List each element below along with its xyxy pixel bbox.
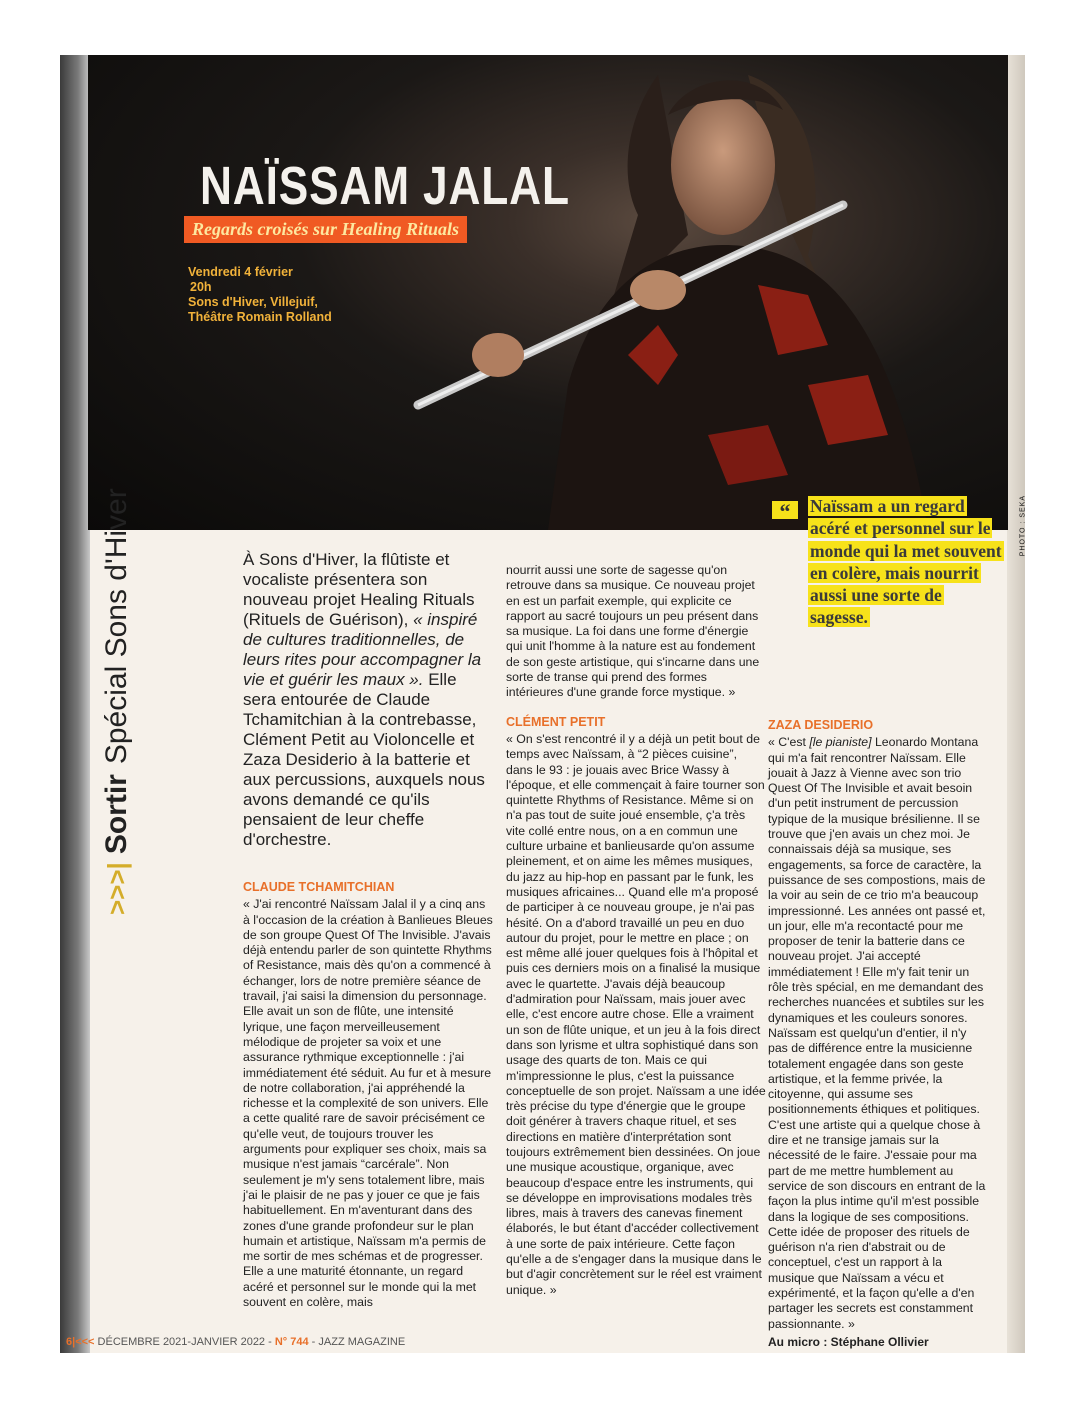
zaza-text-italic: [le pianiste] <box>809 735 872 750</box>
event-venue-line1: Sons d'Hiver, Villejuif, <box>188 295 318 309</box>
magazine-name: - JAZZ MAGAZINE <box>308 1336 406 1348</box>
claude-heading: CLAUDE TCHAMITCHIAN <box>243 880 395 894</box>
pull-quote <box>766 495 1002 680</box>
claude-text: « J'ai rencontré Naïssam Jalal il y a cinq ans à l'occasion de la création à Banlieues Bleues de son groupe Quest Of The Invisible. J'avais déjà entendu parler de son quintette Rhythms of Resistance, mais dès qu'on a commencé à échanger, lors de notre première séance de travail, j'ai saisi la dimension du personnage. Elle avait un son de flûte, une intensité lyrique, une façon merveilleusement mélodique de projeter sa voix et une assurance rythmique exceptionnelle : j'ai immédiatement été séduit. Au fur et à mesure de notre collaboration, j'ai appréhendé la richesse et la complexité de son univers. Elle a cette qualité rare de savoir précisément ce qu'elle veut, de toujours trouver les arguments pour expliquer ses choix, mais sa musique n'est jamais “carcérale”. Non seulement je m'y sens totalement libre, mais j'ai le plaisir de ne pas y jouer ce que je fais habituellement. En m'aventurant dans des zones d'une grande profondeur sur le plan humain et artistique, Naïssam m'a permis de me sortir de mes schémas et de progresser. Elle a une maturité étonnante, un regard acéré et personnel sur le monde qui la met souvent en colère, mais <box>243 897 493 1310</box>
zaza-text-rest: Leonardo Montana qui m'a fait rencontrer Naïssam. Elle jouait à Jazz à Vienne avec son trio Quest Of The Invisible et avait besoin d'un petit instrument de percussion typique de la musique brésilienne. Il se trouve que j'en avais un chez moi. Je connaissais déjà sa musique, ses engagements, sa force de caractère, la puissance de ses compostions, mais de la voir au sein de ce trio m'a beaucoup impressionné. Les années ont passé et, un jour, elle m'a recontacté pour me proposer de tenir la batterie dans ce nouveau projet. J'ai accepté immédiatement ! Elle m'y fait tenir un rôle très spécial, en me demandant des recherches nuancées et subtiles sur les dynamiques et les couleurs sonores. Naïssam est quelqu'un d'entier, il n'y pas de différence entre la musicienne totalement engagée dans son geste artistique, et la femme privée, la citoyenne, qui assume ses positionnements éthiques et politiques. C'est une artiste qui a quelque chose à dire et ne transige jamais sur la nécessité de le faire. J'essaie pour ma part de me mettre humblement au service de son discours en entrant de la façon la plus intime qu'il m'est possible dans la logique de ses compositions. Cette idée de proposer des rituels de guérison n'a rien d'abstrait ou de conceptuel, c'est un rapport à la musique que Naïssam a vécu et expérimenté, et la façon qu'elle a d'en partager les secrets est constamment passionnante. » <box>768 735 986 1331</box>
intro-part1: À Sons d'Hiver, la flûtiste et vocaliste présentera son nouveau projet Healing Rituals (Rituels de Guérison), <box>243 550 475 629</box>
hero-photo <box>88 55 1008 530</box>
flutist-illustration <box>508 55 978 530</box>
event-info <box>188 265 332 325</box>
pull-quote-text: Naïssam a un regard acéré et personnel sur le monde qui la met souvent en colère, mais nourrit aussi une sorte de sagesse. <box>810 496 1002 628</box>
intro-quote: « inspiré de cultures traditionnelles, de leurs rites pour accompagner la vie et guérir les maux ». <box>243 610 482 689</box>
zaza-heading: ZAZA DESIDERIO <box>768 718 874 732</box>
event-date: Vendredi 4 février <box>188 265 293 279</box>
quote-mark-icon: “ <box>772 501 798 519</box>
zaza-text <box>768 735 988 1332</box>
photo-credit: PHOTO : SEKA <box>1019 495 1026 557</box>
claude-block <box>243 880 493 1310</box>
page-number: 6 <box>66 1336 73 1348</box>
section-label-bold: Sortir <box>100 774 133 855</box>
column-2 <box>506 563 766 1298</box>
event-venue-line2: Théâtre Romain Rolland <box>188 310 332 324</box>
zaza-text-start: « C'est <box>768 735 810 750</box>
footer-arrows: |<<< <box>72 1336 95 1348</box>
interview-credit: Au micro : Stéphane Ollivier <box>768 1334 929 1349</box>
column-1 <box>243 550 493 1310</box>
clement-heading: CLÉMENT PETIT <box>506 714 606 729</box>
column-3 <box>768 718 988 1350</box>
claude-text-continued: nourrit aussi une sorte de sagesse qu'on retrouve dans sa musique. Ce nouveau projet en est un parfait exemple, qui explicite ce rapport au sacré toujours un peu présent dans sa musique. La foi dans une forme d'énergie qui unit l'homme à la nature est au fondement de son geste artistique, qui s'incarne dans une sorte de transe qui prend des formes intérieures d'une grande force mystique. » <box>506 563 760 700</box>
left-page-edge <box>60 55 90 1353</box>
article-title: NAÏSSAM JALAL <box>200 156 570 216</box>
section-label <box>100 488 134 915</box>
clement-text: « On s'est rencontré il y a déjà un petit bout de temps avec Naïssam, à “2 pièces cuisine”, dans le 93 : je jouais avec Brice Wassy à l'époque, et elle commençait à faire tourner son quintette Rhythms of Resistance. Même si on n'a pas tout de suite joué ensemble, ç'a très vite collé entre nous, on a en commun une culture urbaine et banlieusarde qu'on assume pleinement, et on aime les mêmes musiques, du jazz au hip-hop en passant par le funk, les musiques africaines... Quand elle m'a proposé de participer à ce nouveau groupe, je n'ai pas hésité. On a d'abord travaillé un peu en duo autour du projet, pour le mettre en place ; on est même allé jouer quelques fois à l'hôpital et puis ces derniers mois on a finalisé la musique avec le quartette. J'avais déjà beaucoup d'admiration pour Naïssam, mais jouer avec elle, c'est encore autre chose. Elle a vraiment un son de flûte unique, et un jeu à la fois direct dans son lyrisme et ultra sophistiqué dans son usage des quarts de ton. Mais ce qui m'impressionne le plus, c'est la puissance conceptuelle de son projet. Naïssam a une idée très précise du type d'énergie que le groupe doit générer à travers chaque rituel, et ses directions en matière d'interprétation sont toujours extrêmement bien dessinées. On joue une musique acoustique, organique, avec beaucoup d'espace entre les instruments, qui se développe en improvisations modales très libres, mais à travers des canevas finement élaborés, le but étant d'accéder collectivement à une sorte de paix intérieure. Cette façon qu'elle a de s'engager dans la musique dans le but d'agir concrètement sur le réel est vraiment unique. » <box>506 731 766 1297</box>
section-arrows: >>>| <box>102 862 132 915</box>
right-page-edge <box>1007 55 1025 1353</box>
intro-paragraph <box>243 550 493 850</box>
section-label-text: Spécial Sons d'Hiver <box>100 488 133 765</box>
article-subtitle: Regards croisés sur Healing Rituals <box>184 216 467 243</box>
intro-part2: Elle sera entourée de Claude Tchamitchian à la contrebasse, Clément Petit au Violoncelle et Zaza Desiderio à la batterie et aux percussions, auxquels nous avons demandé ce qu'ils pensaient de leur cheffe d'orchestre. <box>243 670 485 849</box>
issue-number: N° 744 <box>274 1336 309 1348</box>
page-footer <box>66 1336 405 1348</box>
footer-date: DÉCEMBRE 2021-JANVIER 2022 - <box>94 1336 275 1348</box>
event-time: 20h <box>190 280 212 294</box>
magazine-page <box>60 55 1025 1353</box>
